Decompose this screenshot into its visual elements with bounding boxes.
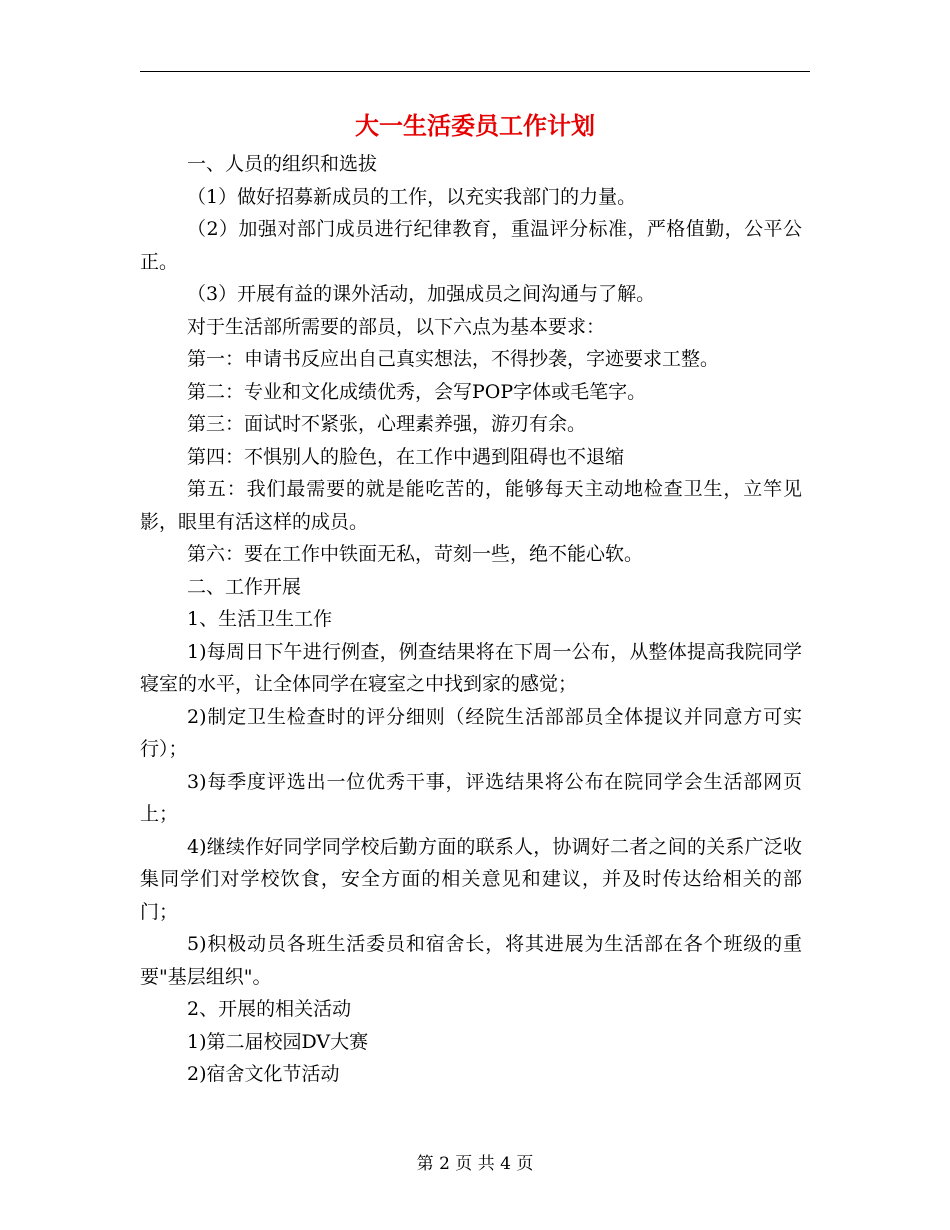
list-item: 5)积极动员各班生活委员和宿舍长，将其进展为生活部在各个班级的重要"基层组织"。 [140,933,802,988]
subsection-heading: 1、生活卫生工作 [187,608,333,630]
page-number: 第 2 页 共 4 页 [416,1154,534,1174]
list-item: 1)每周日下午进行例查，例查结果将在下周一公布，从整体提高我院同学寝室的水平，让全体同学在寝室之中找到家的感觉； [140,640,802,695]
list-item: 2)制定卫生检查时的评分细则（经院生活部部员全体提议并同意方可实行）； [140,705,802,760]
requirement-item: 第三：面试时不紧张，心理素养强，游刃有余。 [187,413,587,435]
header-rule [140,71,810,72]
list-item: 2)宿舍文化节活动 [187,1063,340,1085]
section-heading: 二、工作开展 [187,575,302,598]
paragraph: （1）做好招募新成员的工作，以充实我部门的力量。 [187,185,637,208]
requirement-item: 第六：要在工作中铁面无私，苛刻一些，绝不能心软。 [187,543,644,565]
document-body [140,148,802,1091]
requirement-item: 第二：专业和文化成绩优秀，会写POP字体或毛笔字。 [187,380,647,403]
paragraph: 对于生活部所需要的部员，以下六点为基本要求： [187,315,606,338]
subsection-heading: 2、开展的相关活动 [187,998,352,1020]
list-item: 3)每季度评选出一位优秀干事，评选结果将公布在院同学会生活部网页上； [140,770,802,825]
list-item: 4)继续作好同学同学校后勤方面的联系人，协调好二者之间的关系广泛收集同学们对学校饮食，安全方面的相关意见和建议，并及时传达给相关的部门； [140,835,802,923]
paragraph: （3）开展有益的课外活动，加强成员之间沟通与了解。 [187,283,656,305]
list-item: 1)第二届校园DV大赛 [187,1030,369,1053]
requirement-item: 第五：我们最需要的就是能吃苦的，能够每天主动地检查卫生，立竿见影，眼里有活这样的成员。 [140,478,802,533]
section-heading: 一、人员的组织和选拔 [187,153,378,175]
requirement-item: 第一：申请书反应出自己真实想法，不得抄袭，字迹要求工整。 [187,348,720,370]
requirement-item: 第四：不惧别人的脸色，在工作中遇到阻碍也不退缩 [187,445,625,468]
document-title: 大一生活委员工作计划 [355,112,595,140]
paragraph: （2）加强对部门成员进行纪律教育，重温评分标准，严格值勤，公平公正。 [140,218,802,273]
